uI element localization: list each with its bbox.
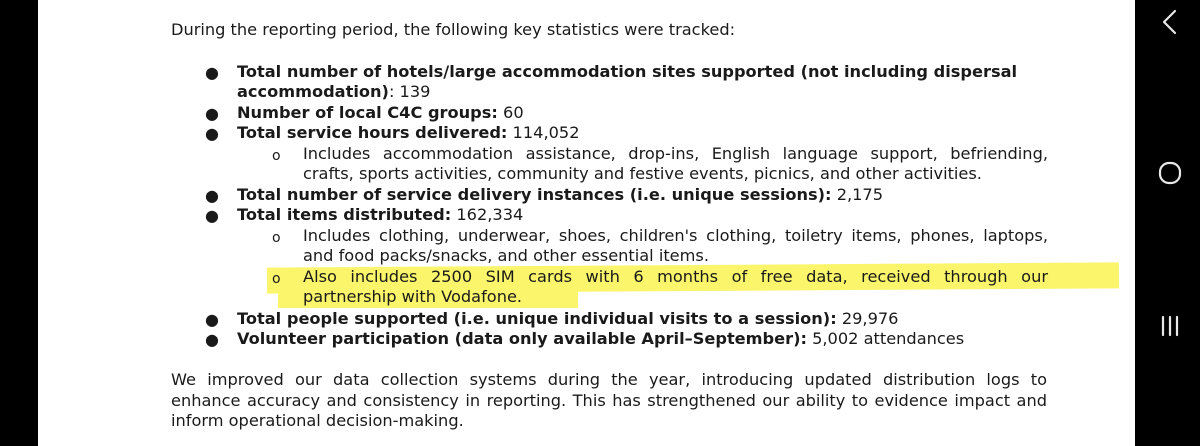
items-sub2-line2: partnership with Vodafone. (303, 287, 523, 306)
bullet-icon: ● (205, 124, 219, 143)
outro-line3: inform operational decision-making. (171, 411, 464, 430)
service-hours-sub-line1: Includes accommodation assistance, drop-ins, English language support, befriending, (303, 144, 1048, 163)
stat-hotels-value: : 139 (388, 82, 431, 101)
service-hours-sub-line2: crafts, sports activities, community and festive events, picnics, and other activities. (303, 164, 982, 183)
three-bars-recents-icon (1157, 313, 1183, 339)
outro-line1: We improved our data collection systems during the year, introducing updated distribution logs to (171, 370, 1047, 389)
stat-service-hours (237, 123, 580, 144)
sub-bullet-icon: o (272, 271, 281, 287)
stat-hotels-label-line1: Total number of hotels/large accommodation sites supported (not including dispersal (237, 62, 1018, 81)
intro-text: During the reporting period, the following key statistics were tracked: (171, 20, 736, 39)
sub-bullet-icon: o (272, 230, 281, 246)
stat-volunteers-value: 5,002 attendances (806, 329, 965, 348)
stat-volunteers-label: Volunteer participation (data only available April–September): (237, 329, 807, 348)
items-sub1-line1: Includes clothing, underwear, shoes, children's clothing, toiletry items, phones, laptops, (303, 226, 1048, 245)
stat-people-supported (237, 309, 898, 330)
stat-volunteers (237, 329, 964, 350)
bullet-icon: ● (205, 330, 219, 349)
stat-service-hours-value: 114,052 (507, 123, 580, 142)
chevron-left-icon (1156, 8, 1184, 36)
stat-people-value: 29,976 (836, 309, 899, 328)
stat-items-value: 162,334 (451, 205, 524, 224)
bullet-icon: ● (205, 186, 219, 205)
bullet-icon: ● (205, 310, 219, 329)
document-page (38, 0, 1135, 446)
bullet-icon: ● (205, 206, 219, 225)
stat-delivery-instances (237, 185, 883, 206)
recents-button[interactable] (1157, 313, 1183, 339)
stat-service-hours-label: Total service hours delivered: (237, 123, 508, 142)
stat-c4c-value: 60 (497, 103, 524, 122)
home-button[interactable] (1157, 160, 1183, 186)
bullet-icon: ● (205, 104, 219, 123)
bullet-icon: ● (205, 63, 219, 82)
stat-delivery-instances-value: 2,175 (831, 185, 884, 204)
items-sub2-line1: Also includes 2500 SIM cards with 6 months of free data, received through our (303, 267, 1048, 286)
stat-items-distributed (237, 205, 523, 226)
stat-hotels-label-line2: accommodation) (237, 82, 389, 101)
back-button[interactable] (1156, 8, 1184, 36)
circle-home-icon (1157, 160, 1183, 186)
items-sub1-line2: and food packs/snacks, and other essential items. (303, 246, 709, 265)
sub-bullet-icon: o (272, 148, 281, 164)
stat-items-label: Total items distributed: (237, 205, 452, 224)
stat-c4c-label: Number of local C4C groups: (237, 103, 498, 122)
stat-people-label: Total people supported (i.e. unique individual visits to a session): (237, 309, 837, 328)
stat-delivery-instances-label: Total number of service delivery instances (i.e. unique sessions): (237, 185, 832, 204)
stat-hotels (237, 82, 430, 103)
stat-c4c-groups (237, 103, 524, 124)
outro-line2: enhance accuracy and consistency in reporting. This has strengthened our ability to evidence impact and (171, 391, 1047, 410)
